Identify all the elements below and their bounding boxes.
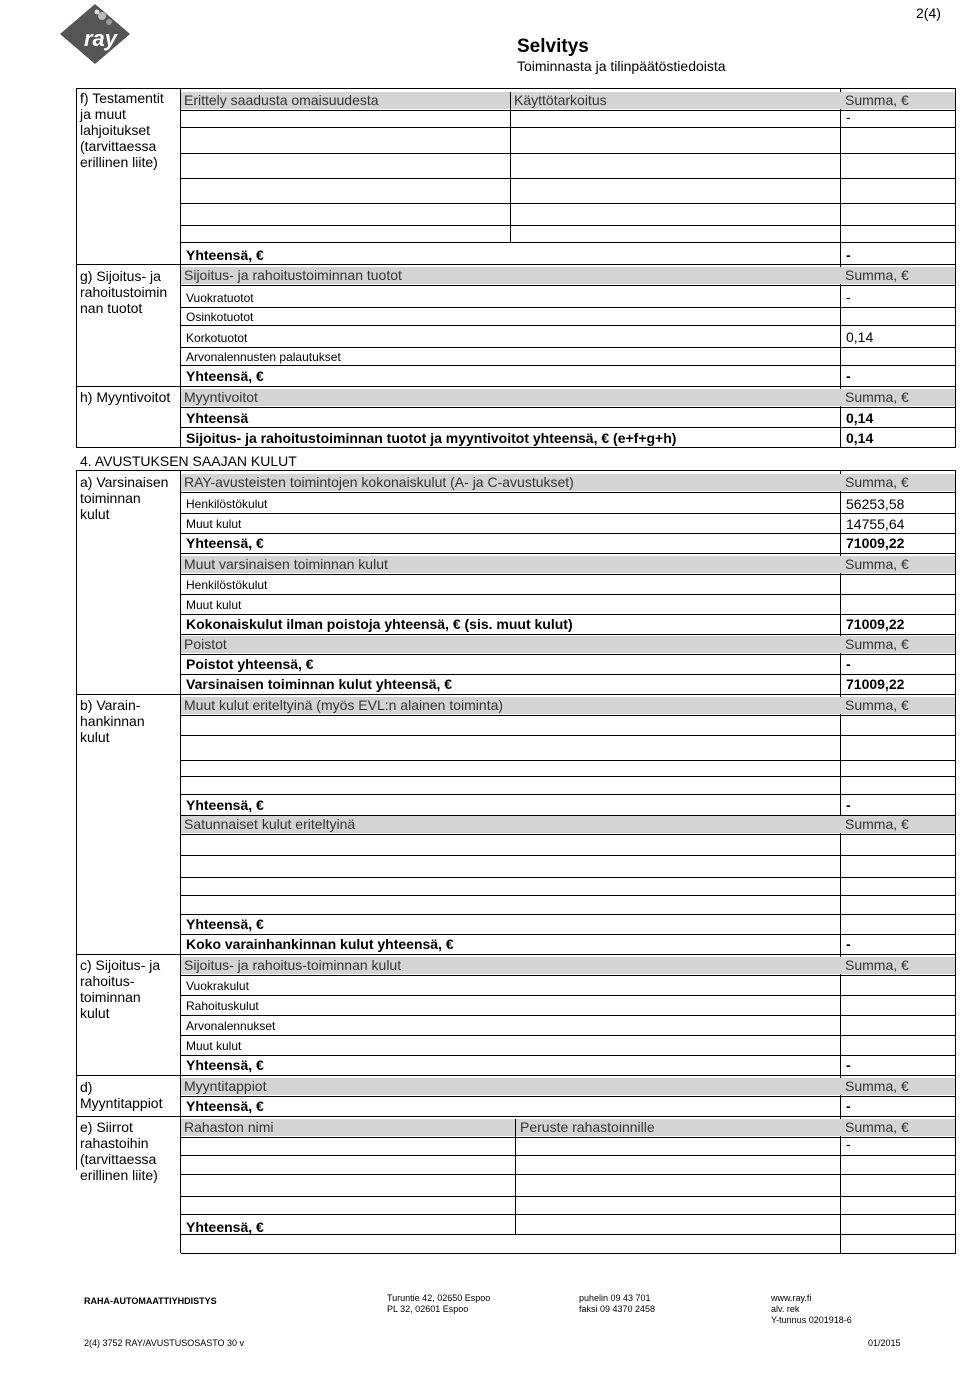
footer-web: www.ray.fi [771,1293,812,1303]
f-total-label: Yhteensä, € [186,247,264,263]
footer-addr2: PL 32, 02601 Espoo [387,1304,469,1314]
a-vars-label: Varsinaisen toiminnan kulut yhteensä, € [186,676,453,692]
h-header: Myyntivoitot [184,389,258,405]
g-row-osinkotuotot: Osinkotuotot [186,310,254,324]
g-row-vuokratuotot: Vuokratuotot [186,291,254,305]
g-row-korkotuotot: Korkotuotot [186,331,248,345]
c-header: Sijoitus- ja rahoitus-toiminnan kulut [184,957,402,973]
f-col-summa: Summa, € [845,92,909,108]
label-e: e) Siirrot rahastoihin (tarvittaessa erillinen liite) [80,1119,158,1183]
h-grand-value: 0,14 [846,430,874,446]
c-row-vuokrakulut: Vuokrakulut [186,979,249,993]
a-header3: Poistot [184,636,227,652]
c-total-value: - [846,1057,851,1073]
page-number: 2(4) [916,5,941,21]
c-row-rahoituskulut: Rahoituskulut [186,999,259,1013]
b-total1-value: - [846,797,851,813]
footer-doc-code: 2(4) 3752 RAY/AVUSTUSOSASTO 30 v [84,1338,245,1348]
a-kok-value: 71009,22 [846,616,905,632]
a-total1-label: Yhteensä, € [186,535,264,551]
d-sum-header: Summa, € [845,1078,909,1094]
a-sum-header1: Summa, € [845,474,909,490]
footer-date: 01/2015 [868,1338,901,1348]
a-poistot-label: Poistot yhteensä, € [186,656,314,672]
b-sum-header1: Summa, € [845,697,909,713]
document-title: Selvitys [517,36,589,57]
g-sum-header: Summa, € [845,267,909,283]
g-row-vuokratuotot-value: - [846,289,851,305]
a-header3-bar [181,636,955,653]
label-h: h) Myyntivoitot [80,389,171,405]
footer-org: RAHA-AUTOMAATTIYHDISTYS [84,1296,217,1306]
f-total-value: - [846,247,851,263]
h-header-bar [181,389,955,406]
h-total-value: 0,14 [846,410,874,426]
b-koko-label: Koko varainhankinnan kulut yhteensä, € [186,936,454,952]
label-b: b) Varain- hankinnan kulut [80,697,145,745]
a-row2-muut: Muut kulut [186,598,242,612]
h-sum-header: Summa, € [845,389,909,405]
a-sum-header3: Summa, € [845,636,909,652]
f-col-erittely: Erittely saadusta omaisuudesta [184,92,379,108]
label-a: a) Varsinaisen toiminnan kulut [80,474,169,522]
a-row-muut-value: 14755,64 [846,516,905,532]
b-header1: Muut kulut eriteltyinä (myös EVL:n alainen toiminta) [184,697,504,713]
b-koko-value: - [846,936,851,952]
a-header1: RAY-avusteisten toimintojen kokonaiskulut (A- ja C-avustukset) [184,474,574,490]
g-total-value: - [846,368,851,384]
g-row-korkotuotot-value: 0,14 [846,329,874,345]
g-header: Sijoitus- ja rahoitustoiminnan tuotot [184,267,402,283]
label-d: d) Myyntitappiot [80,1079,163,1111]
a-row-muut: Muut kulut [186,517,242,531]
c-row-arvonalennukset: Arvonalennukset [186,1019,276,1033]
h-total-label: Yhteensä [186,410,249,426]
document-subtitle: Toiminnasta ja tilinpäätöstiedoista [517,58,726,74]
footer-addr1: Turuntie 42, 02650 Espoo [387,1293,491,1303]
d-total-value: - [846,1098,851,1114]
a-poistot-value: - [846,656,851,672]
b-sum-header2: Summa, € [845,816,909,832]
e-row1-sum: - [846,1136,851,1152]
section4-title: 4. AVUSTUKSEN SAAJAN KULUT [80,453,297,469]
footer-vat: alv. rek [771,1304,800,1314]
f-col-kayttotarkoitus: Käyttötarkoitus [514,92,607,108]
a-header2: Muut varsinaisen toiminnan kulut [184,556,388,572]
d-header-bar [181,1078,955,1095]
b-total2-label: Yhteensä, € [186,916,264,932]
label-f: f) Testamentit ja muut lahjoitukset (tarvittaessa erillinen liite) [80,90,164,170]
a-row-henkilosto: Henkilöstökulut [186,497,268,511]
a-sum-header2: Summa, € [845,556,909,572]
footer-phone1: puhelin 09 43 701 [579,1293,651,1303]
e-total-label: Yhteensä, € [186,1219,264,1235]
a-vars-value: 71009,22 [846,676,905,692]
d-header: Myyntitappiot [184,1078,267,1094]
b-total1-label: Yhteensä, € [186,797,264,813]
e-col-peruste: Peruste rahastoinnille [520,1119,655,1135]
label-c: c) Sijoitus- ja rahoitus- toiminnan kulut [80,957,161,1021]
c-sum-header: Summa, € [845,957,909,973]
h-grand-label: Sijoitus- ja rahoitustoiminnan tuotot ja myyntivoitot yhteensä, € (e+f+g+h) [186,430,677,446]
footer-business-id: Y-tunnus 0201918-6 [771,1315,852,1325]
c-row-muut: Muut kulut [186,1039,242,1053]
f-row1-sum: - [846,109,851,125]
e-col-rahaston-nimi: Rahaston nimi [184,1119,274,1135]
footer-phone2: faksi 09 4370 2458 [579,1304,656,1314]
e-col-summa: Summa, € [845,1119,909,1135]
g-row-arvonalennusten: Arvonalennusten palautukset [186,350,341,364]
c-total-label: Yhteensä, € [186,1057,264,1073]
a-row2-henkilosto: Henkilöstökulut [186,578,268,592]
label-g: g) Sijoitus- ja rahoitustoimin nan tuotot [80,268,168,316]
a-total1-value: 71009,22 [846,535,905,551]
g-total-label: Yhteensä, € [186,368,264,384]
d-total-label: Yhteensä, € [186,1098,264,1114]
b-header2: Satunnaiset kulut eriteltyinä [184,816,356,832]
logo-text: ray [84,26,118,51]
a-kok-label: Kokonaiskulut ilman poistoja yhteensä, € (sis. muut kulut) [186,616,573,632]
a-row-henkilosto-value: 56253,58 [846,496,905,512]
